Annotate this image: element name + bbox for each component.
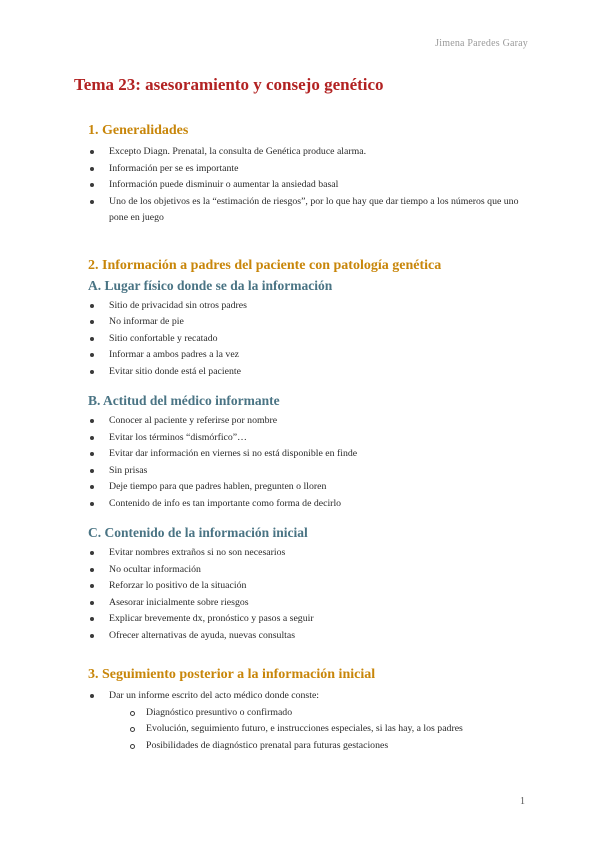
- sub-list-item: [130, 738, 534, 755]
- page-header-author: Jimena Paredes Garay: [435, 38, 528, 49]
- list-item: [90, 688, 534, 754]
- list-item-text: Informar a ambos padres a la vez: [109, 349, 240, 360]
- subsection-title: C. Contenido de la información inicial: [88, 525, 308, 540]
- list-item-text: Contenido de info es tan importante como forma de decirlo: [109, 497, 342, 509]
- bullet-icon: [90, 419, 94, 423]
- sub-list-item: [130, 721, 534, 738]
- bullet-icon: [90, 320, 94, 324]
- circle-bullet-icon: [130, 727, 135, 732]
- bullet-icon: [90, 485, 94, 489]
- list-item-text: Deje tiempo para que padres hablen, pregunten o lloren: [109, 481, 327, 492]
- subsection-title: A. Lugar físico donde se da la información: [88, 277, 333, 293]
- bullet-list: [74, 413, 534, 512]
- bullet-icon: [90, 183, 94, 187]
- sub-list-item-text: Diagnóstico presuntivo o confirmado: [146, 706, 293, 718]
- circle-bullet-icon: [130, 711, 135, 716]
- subsection-lugar-fisico: [74, 277, 534, 381]
- list-item-text: Información per se es importante: [109, 162, 239, 174]
- bullet-icon: [90, 167, 94, 171]
- section-title: 2. Información a padres del paciente con patología genética: [88, 257, 442, 273]
- list-item: [90, 611, 534, 628]
- bullet-icon: [90, 568, 94, 572]
- list-item-text: Excepto Diagn. Prenatal, la consulta de Genética produce alarma.: [109, 146, 367, 157]
- section-seguimiento-posterior: [74, 666, 534, 754]
- bullet-icon: [90, 469, 94, 473]
- section-informacion-padres: [74, 257, 534, 645]
- list-item-text: Conocer al paciente y referirse por nombre: [109, 415, 278, 426]
- list-item: [90, 430, 534, 447]
- list-item: [90, 496, 534, 513]
- list-item-text: Evitar dar información en viernes si no está disponible en finde: [109, 448, 358, 459]
- bullet-icon: [90, 634, 94, 638]
- list-item-text: Evitar los términos “dismórfico”…: [109, 431, 247, 443]
- list-item: [90, 463, 534, 480]
- bullet-icon: [90, 370, 94, 374]
- bullet-list: [74, 144, 534, 227]
- bullet-icon: [90, 304, 94, 308]
- list-item: [90, 144, 534, 161]
- list-item-text: Información puede disminuir o aumentar la ansiedad basal: [109, 179, 339, 190]
- list-item: [90, 347, 534, 364]
- bullet-icon: [90, 502, 94, 506]
- list-item-text: No informar de pie: [109, 316, 184, 327]
- section-title: 1. Generalidades: [88, 123, 189, 138]
- list-item-text: Dar un informe escrito del acto médico donde conste:: [109, 690, 320, 701]
- bullet-icon: [90, 551, 94, 555]
- section-generalidades: [74, 122, 534, 227]
- bullet-list: [74, 298, 534, 381]
- subsection-title: B. Actitud del médico informante: [88, 393, 280, 408]
- list-item-text: Asesorar inicialmente sobre riesgos: [109, 596, 249, 608]
- bullet-icon: [90, 584, 94, 588]
- sub-list-item-text: Evolución, seguimiento futuro, e instrucciones especiales, si las hay, a los padres: [146, 723, 463, 734]
- list-item-text: No ocultar información: [109, 563, 201, 575]
- list-item: [90, 578, 534, 595]
- subsection-contenido-informacion: [74, 524, 534, 644]
- list-item: [90, 562, 534, 579]
- document-title: Tema 23: asesoramiento y consejo genético: [74, 75, 384, 94]
- sub-list-item-text: Posibilidades de diagnóstico prenatal para futuras gestaciones: [146, 739, 389, 751]
- list-item-text: Reforzar lo positivo de la situación: [109, 580, 247, 591]
- list-item: [90, 314, 534, 331]
- bullet-icon: [90, 694, 94, 698]
- list-item: [90, 331, 534, 348]
- list-item-text: Sin prisas: [109, 464, 148, 476]
- bullet-list: [74, 545, 534, 644]
- page-number: 1: [520, 796, 525, 807]
- list-item-text: Evitar sitio donde está el paciente: [109, 365, 241, 377]
- list-item: [90, 413, 534, 430]
- section-title: 3. Seguimiento posterior a la información inicial: [88, 667, 376, 682]
- list-item-text: Explicar brevemente dx, pronóstico y pasos a seguir: [109, 613, 314, 624]
- bullet-icon: [90, 601, 94, 605]
- bullet-icon: [90, 150, 94, 154]
- list-item: [90, 479, 534, 496]
- bullet-icon: [90, 436, 94, 440]
- list-item-text: Ofrecer alternativas de ayuda, nuevas consultas: [109, 629, 296, 641]
- list-item: [90, 161, 534, 178]
- list-item: [90, 298, 534, 315]
- list-item: [90, 595, 534, 612]
- sub-bullet-list: [109, 705, 534, 755]
- bullet-icon: [90, 353, 94, 357]
- bullet-icon: [90, 200, 94, 204]
- list-item-text: Sitio confortable y recatado: [109, 332, 218, 344]
- sub-list-item: [130, 705, 534, 722]
- list-item-text: Uno de los objetivos es la “estimación de riesgos”, por lo que hay que dar tiempo a los números que uno pone en juego: [109, 195, 519, 223]
- bullet-icon: [90, 452, 94, 456]
- bullet-icon: [90, 617, 94, 621]
- list-item-text: Sitio de privacidad sin otros padres: [109, 299, 247, 311]
- list-item: [90, 628, 534, 645]
- list-item-text: Evitar nombres extraños si no son necesarios: [109, 547, 286, 558]
- list-item: [90, 364, 534, 381]
- list-item: [90, 194, 534, 227]
- bullet-list: [74, 688, 534, 754]
- list-item: [90, 545, 534, 562]
- document-body: [74, 74, 534, 776]
- subsection-actitud-medico: [74, 392, 534, 512]
- circle-bullet-icon: [130, 744, 135, 749]
- list-item: [90, 177, 534, 194]
- list-item: [90, 446, 534, 463]
- bullet-icon: [90, 337, 94, 341]
